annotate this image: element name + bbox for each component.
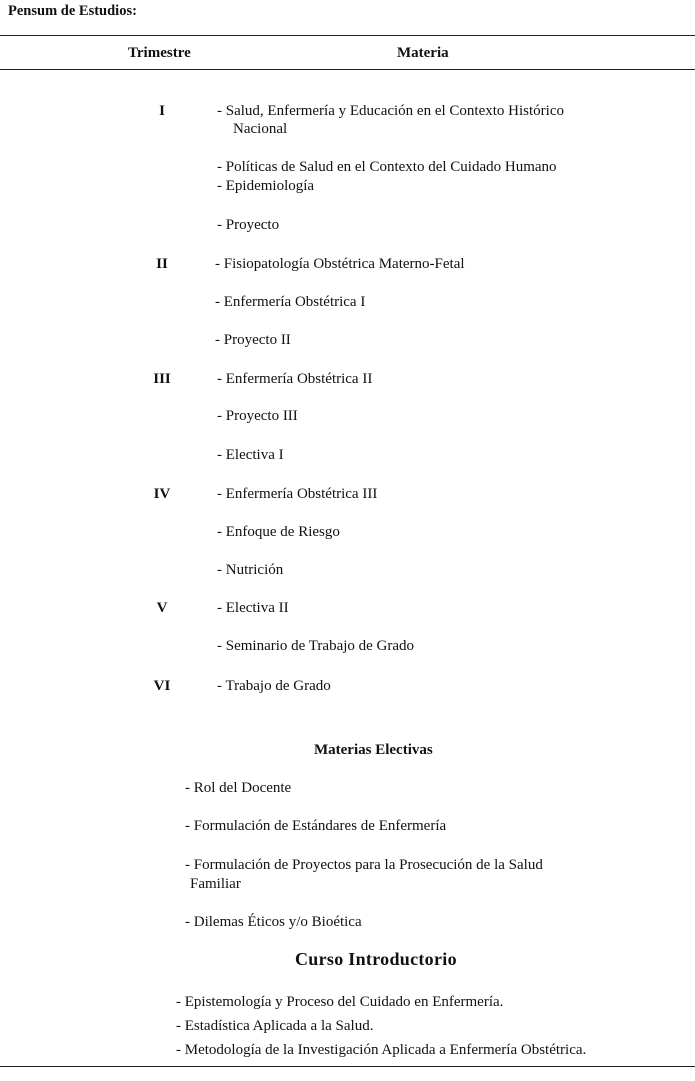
subject-item: - Electiva I [217, 447, 284, 463]
elective-item-continuation: Familiar [190, 876, 241, 892]
term-label: I [159, 103, 165, 119]
subject-item: - Electiva II [217, 600, 289, 616]
term-label: II [156, 256, 168, 272]
subject-item: - Epidemiología [217, 178, 315, 194]
electives-title: Materias Electivas [314, 742, 433, 758]
term-label: III [153, 371, 171, 387]
intro-course-item: - Metodología de la Investigación Aplicada a Enfermería Obstétrica. [176, 1042, 587, 1058]
subject-item: - Seminario de Trabajo de Grado [217, 638, 415, 654]
subject-item: - Proyecto [217, 217, 280, 233]
term-label: V [156, 600, 168, 616]
subject-item: - Nutrición [217, 562, 284, 578]
column-header-trimestre: Trimestre [128, 45, 191, 61]
elective-item: - Formulación de Proyectos para la Prosecución de la Salud [185, 857, 543, 873]
column-header-materia: Materia [397, 45, 449, 61]
subject-item: - Enfermería Obstétrica II [217, 371, 373, 387]
subject-item: - Trabajo de Grado [217, 678, 331, 694]
subject-item: - Proyecto III [217, 408, 298, 424]
subject-item: - Enfermería Obstétrica III [217, 486, 378, 502]
intro-course-title: Curso Introductorio [295, 949, 457, 969]
subject-item-continuation: Nacional [233, 121, 288, 137]
intro-course-item: - Epistemología y Proceso del Cuidado en Enfermería. [176, 994, 504, 1010]
elective-item: - Formulación de Estándares de Enfermería [185, 818, 447, 834]
term-label: IV [153, 486, 171, 502]
table-header-rule [0, 69, 695, 70]
term-label: VI [153, 678, 171, 694]
intro-course-item: - Estadística Aplicada a la Salud. [176, 1018, 374, 1034]
table-top-rule [0, 35, 695, 36]
subject-item: - Proyecto II [215, 332, 291, 348]
subject-item: - Políticas de Salud en el Contexto del Cuidado Humano [217, 159, 557, 175]
subject-item: - Enfoque de Riesgo [217, 524, 340, 540]
subject-item: - Fisiopatología Obstétrica Materno-Fetal [215, 256, 465, 272]
subject-item: - Enfermería Obstétrica I [215, 294, 366, 310]
subject-item: - Salud, Enfermería y Educación en el Contexto Histórico [217, 103, 564, 119]
table-bottom-rule [0, 1066, 695, 1067]
page-heading: Pensum de Estudios: [8, 3, 137, 19]
elective-item: - Rol del Docente [185, 780, 292, 796]
elective-item: - Dilemas Éticos y/o Bioética [185, 914, 362, 930]
